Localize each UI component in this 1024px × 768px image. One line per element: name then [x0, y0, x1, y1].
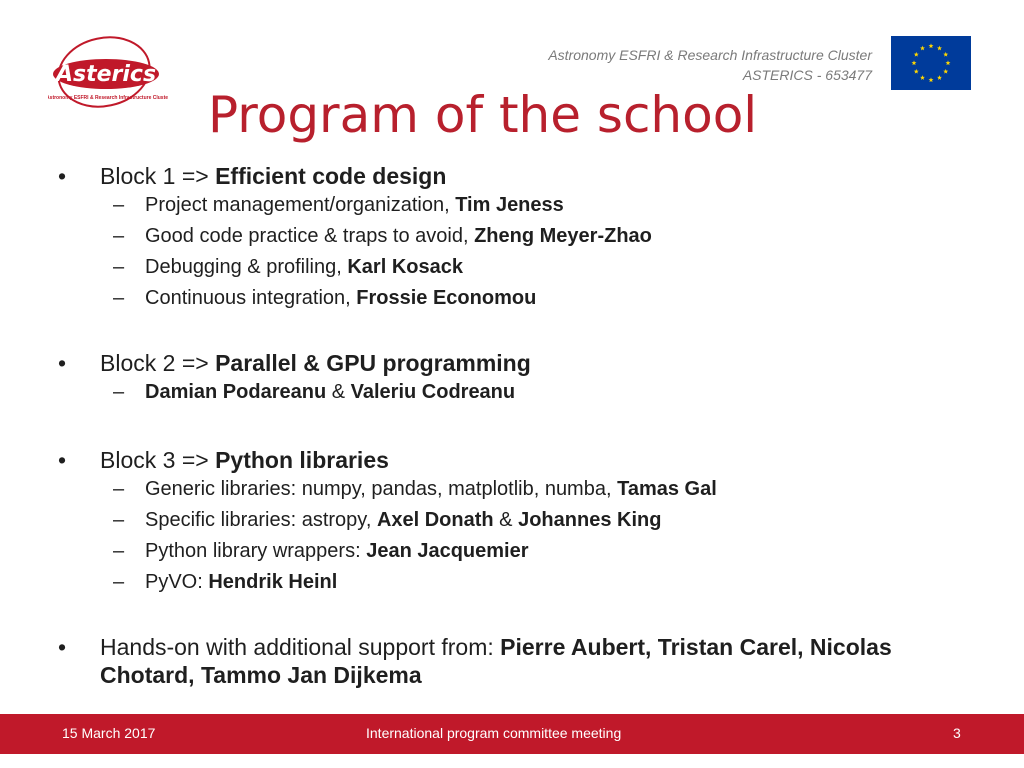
eu-star-icon [929, 43, 934, 48]
page-number: 3 [953, 725, 961, 741]
eu-star-icon [943, 69, 948, 74]
list-item: – Generic libraries: numpy, pandas, matplotlib, numba, Tamas Gal [58, 474, 958, 505]
block-2: • Block 2 => Parallel & GPU programming [58, 350, 531, 376]
dash-icon: – [113, 571, 125, 593]
eu-star-icon [943, 52, 948, 57]
eu-star-icon [914, 52, 919, 57]
list-item: – Good code practice & traps to avoid, Zheng Meyer-Zhao [58, 221, 958, 252]
page-title: Program of the school [208, 86, 758, 144]
footer-date: 15 March 2017 [62, 725, 156, 741]
bullet-icon: • [58, 163, 67, 189]
hands-on-people: Pierre Aubert, Tristan Carel, Nicolas Chotard, Tammo Jan Dijkema [100, 634, 892, 688]
dash-icon: – [113, 256, 125, 278]
hands-on: • Hands-on with additional support from: Pierre Aubert, Tristan Carel, Nicolas Chotard, Tammo Jan Dijkema [58, 634, 892, 688]
block-3-topic: Python libraries [215, 447, 389, 473]
block-1-topic: Efficient code design [215, 163, 447, 189]
eu-flag-icon [891, 36, 971, 90]
list-item: – PyVO: Hendrik Heinl [58, 567, 958, 598]
dash-icon: – [113, 540, 125, 562]
eu-star-icon [914, 69, 919, 74]
dash-icon: – [113, 478, 125, 500]
footer-event: International program committee meeting [366, 725, 622, 741]
eu-star-icon [937, 75, 942, 80]
footer-bar [0, 714, 1024, 754]
eu-star-icon [920, 75, 925, 80]
asterics-logo [48, 34, 168, 114]
eu-star-icon [937, 46, 942, 51]
eu-star-icon [946, 60, 951, 65]
block-1: • Block 1 => Efficient code design [58, 163, 447, 189]
project-line: ASTERICS - 653477 [742, 67, 872, 83]
block-3: • Block 3 => Python libraries [58, 447, 389, 473]
spacer [58, 598, 958, 633]
logo-wordmark: Asterics [55, 62, 157, 87]
spacer [58, 408, 958, 446]
bullet-icon: • [58, 447, 67, 473]
list-item: – Python library wrappers: Jean Jacquemier [58, 536, 958, 567]
block-2-topic: Parallel & GPU programming [215, 350, 531, 376]
spacer [58, 314, 958, 349]
bullet-icon: • [58, 634, 67, 660]
program-list [58, 162, 958, 689]
header-info [548, 45, 872, 85]
footer-bottom-strip [0, 754, 1024, 768]
list-item: – Specific libraries: astropy, Axel Donath & Johannes King [58, 505, 958, 536]
dash-icon: – [113, 381, 125, 403]
dash-icon: – [113, 287, 125, 309]
eu-star-icon [929, 77, 934, 82]
dash-icon: – [113, 509, 125, 531]
eu-star-icon [920, 46, 925, 51]
dash-icon: – [113, 194, 125, 216]
list-item: – Debugging & profiling, Karl Kosack [58, 252, 958, 283]
bullet-icon: • [58, 350, 67, 376]
list-item: – Project management/organization, Tim Jeness [58, 190, 958, 221]
logo-tagline: Astronomy ESFRI & Research Infrastructure Cluster [48, 95, 168, 101]
cluster-line: Astronomy ESFRI & Research Infrastructure Cluster [548, 47, 872, 63]
dash-icon: – [113, 225, 125, 247]
eu-star-icon [912, 60, 917, 65]
list-item: – Continuous integration, Frossie Economou [58, 283, 958, 314]
list-item: – Damian Podareanu & Valeriu Codreanu [58, 377, 958, 408]
